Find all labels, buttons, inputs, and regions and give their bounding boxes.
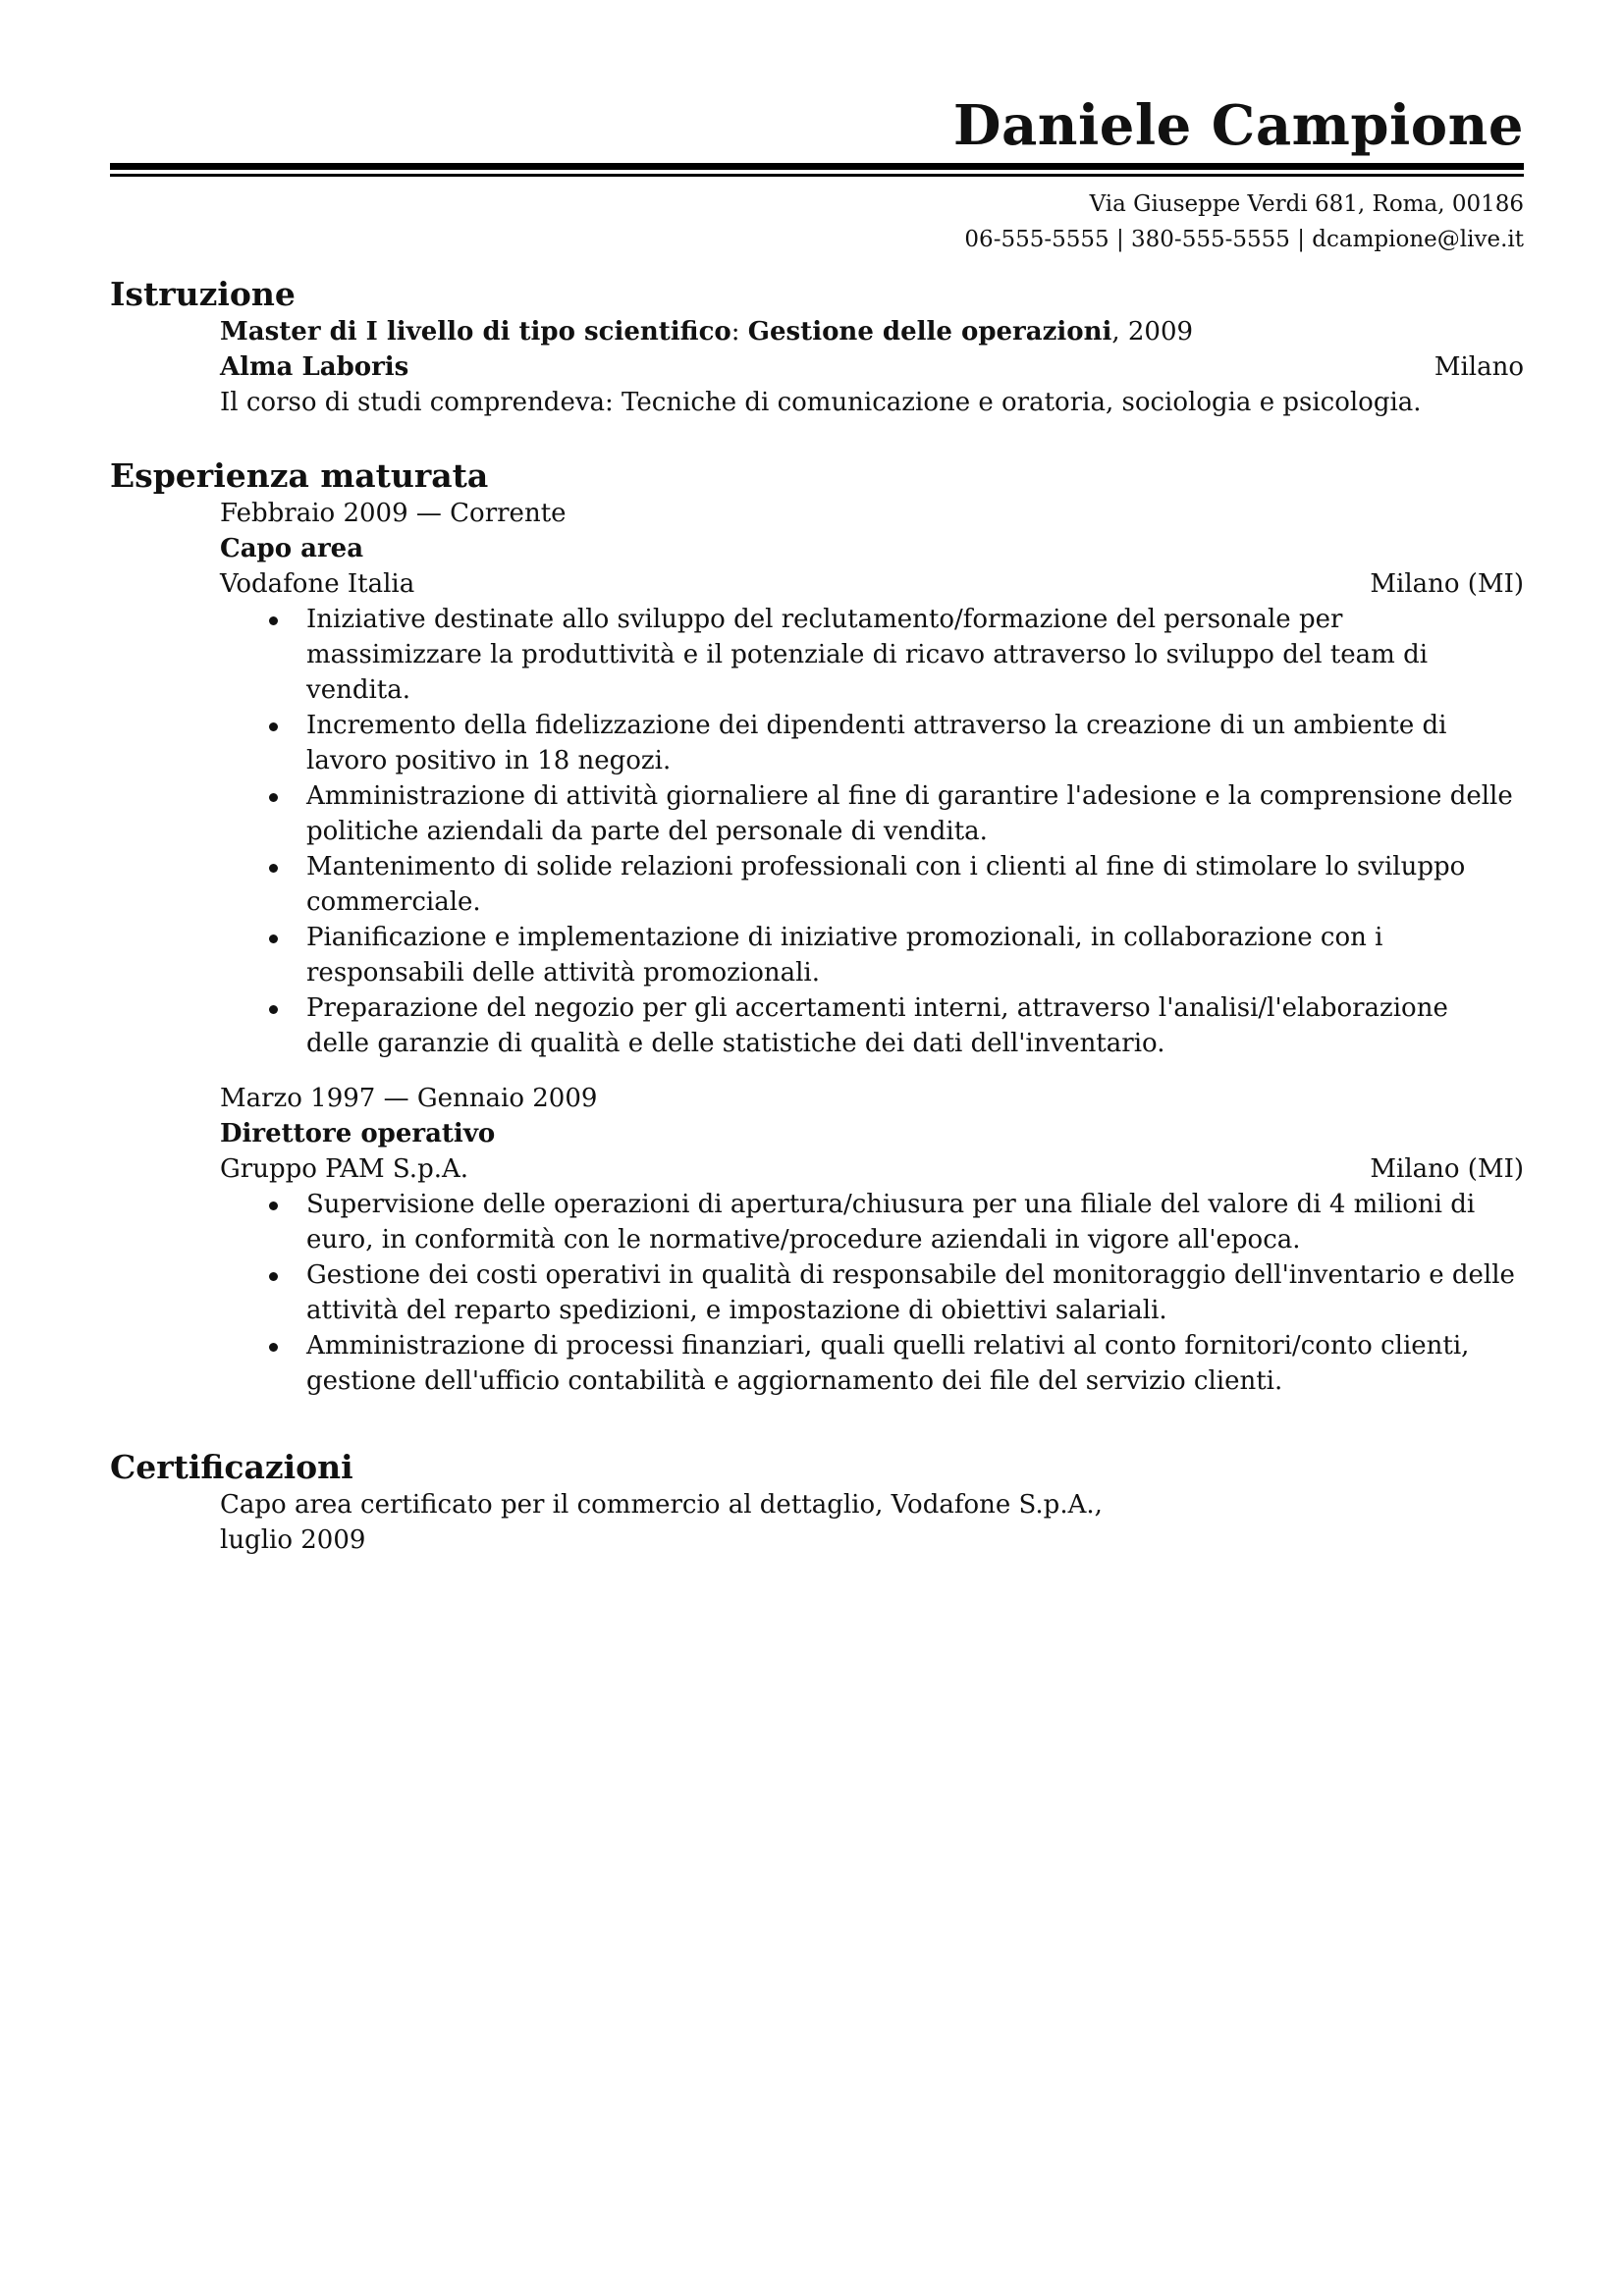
school-location: Milano bbox=[1434, 352, 1524, 382]
job-company-row bbox=[220, 566, 1524, 602]
job-dates: Febbraio 2009 — Corrente bbox=[220, 499, 567, 528]
list-item: Mantenimento di solide relazioni professionali con i clienti al fine di stimolare lo sviluppo commerciale. bbox=[306, 849, 1524, 920]
job-company: Gruppo PAM S.p.A. bbox=[220, 1154, 469, 1184]
list-item: Pianificazione e implementazione di iniziative promozionali, in collaborazione con i responsabili delle attività promozionali. bbox=[306, 920, 1524, 990]
job-bullets bbox=[110, 602, 1524, 1061]
education-description: Il corso di studi comprendeva: Tecniche di comunicazione e oratoria, sociologia e psicologia. bbox=[220, 388, 1422, 417]
contact-block bbox=[110, 187, 1524, 257]
list-item: Incremento della fidelizzazione dei dipendenti attraverso la creazione di un ambiente di lavoro positivo in 18 negozi. bbox=[306, 708, 1524, 778]
list-item: Preparazione del negozio per gli accertamenti interni, attraverso l'analisi/l'elaborazione delle garanzie di qualità e delle statistiche dei dati dell'inventario. bbox=[306, 990, 1524, 1061]
job-role: Capo area bbox=[220, 534, 364, 563]
job-role: Direttore operativo bbox=[220, 1119, 496, 1148]
job-entry bbox=[110, 1081, 1524, 1399]
degree-field: Gestione delle operazioni bbox=[747, 317, 1112, 347]
experience-title: Esperienza maturata bbox=[110, 456, 489, 495]
job-entry bbox=[110, 496, 1524, 1061]
degree-line bbox=[220, 314, 1524, 349]
certification-date: luglio 2009 bbox=[220, 1525, 366, 1555]
school-name: Alma Laboris bbox=[220, 352, 409, 382]
degree-separator: : bbox=[730, 317, 748, 347]
job-location: Milano (MI) bbox=[1370, 1154, 1524, 1184]
certification-entry bbox=[220, 1487, 1524, 1558]
certification-line: Capo area certificato per il commercio al dettaglio, Vodafone S.p.A., bbox=[220, 1490, 1103, 1520]
list-item: Iniziative destinate allo sviluppo del reclutamento/formazione del personale per massimizzare la produttività e il potenziale di ricavo attraverso lo sviluppo del team di vendita. bbox=[306, 602, 1524, 708]
certifications-section bbox=[110, 1448, 1524, 1558]
education-section bbox=[110, 275, 1524, 420]
resume-header bbox=[110, 94, 1524, 257]
list-item: Amministrazione di processi finanziari, quali quelli relativi al conto fornitori/conto clienti, gestione dell'ufficio contabilità e aggiornamento dei file del servizio clienti. bbox=[306, 1328, 1524, 1399]
degree-name: Master di I livello di tipo scientifico bbox=[220, 317, 731, 347]
job-dates: Marzo 1997 — Gennaio 2009 bbox=[220, 1084, 598, 1113]
list-item: Amministrazione di attività giornaliere al fine di garantire l'adesione e la comprensione delle politiche aziendali da parte del personale di vendita. bbox=[306, 778, 1524, 849]
job-location: Milano (MI) bbox=[1370, 569, 1524, 599]
header-rule-thin bbox=[110, 174, 1524, 177]
degree-year: , 2009 bbox=[1111, 317, 1194, 347]
address: Via Giuseppe Verdi 681, Roma, 00186 bbox=[1089, 191, 1524, 217]
list-item: Supervisione delle operazioni di apertura/chiusura per una filiale del valore di 4 milioni di euro, in conformità con le normative/procedure aziendali in vigore all'epoca. bbox=[306, 1187, 1524, 1257]
contact-line: 06-555-5555 | 380-555-5555 | dcampione@live.it bbox=[964, 227, 1524, 252]
education-entry bbox=[220, 314, 1524, 420]
job-company-row bbox=[220, 1151, 1524, 1187]
job-company: Vodafone Italia bbox=[220, 569, 415, 599]
candidate-name: Daniele Campione bbox=[952, 93, 1524, 158]
certifications-title: Certificazioni bbox=[110, 1448, 353, 1486]
list-item: Gestione dei costi operativi in qualità di responsabile del monitoraggio dell'inventario e delle attività del reparto spedizioni, e impostazione di obiettivi salariali. bbox=[306, 1257, 1524, 1328]
school-row bbox=[220, 349, 1524, 385]
header-rule-thick bbox=[110, 163, 1524, 170]
job-bullets bbox=[110, 1187, 1524, 1399]
experience-section bbox=[110, 456, 1524, 1399]
education-title: Istruzione bbox=[110, 275, 296, 313]
